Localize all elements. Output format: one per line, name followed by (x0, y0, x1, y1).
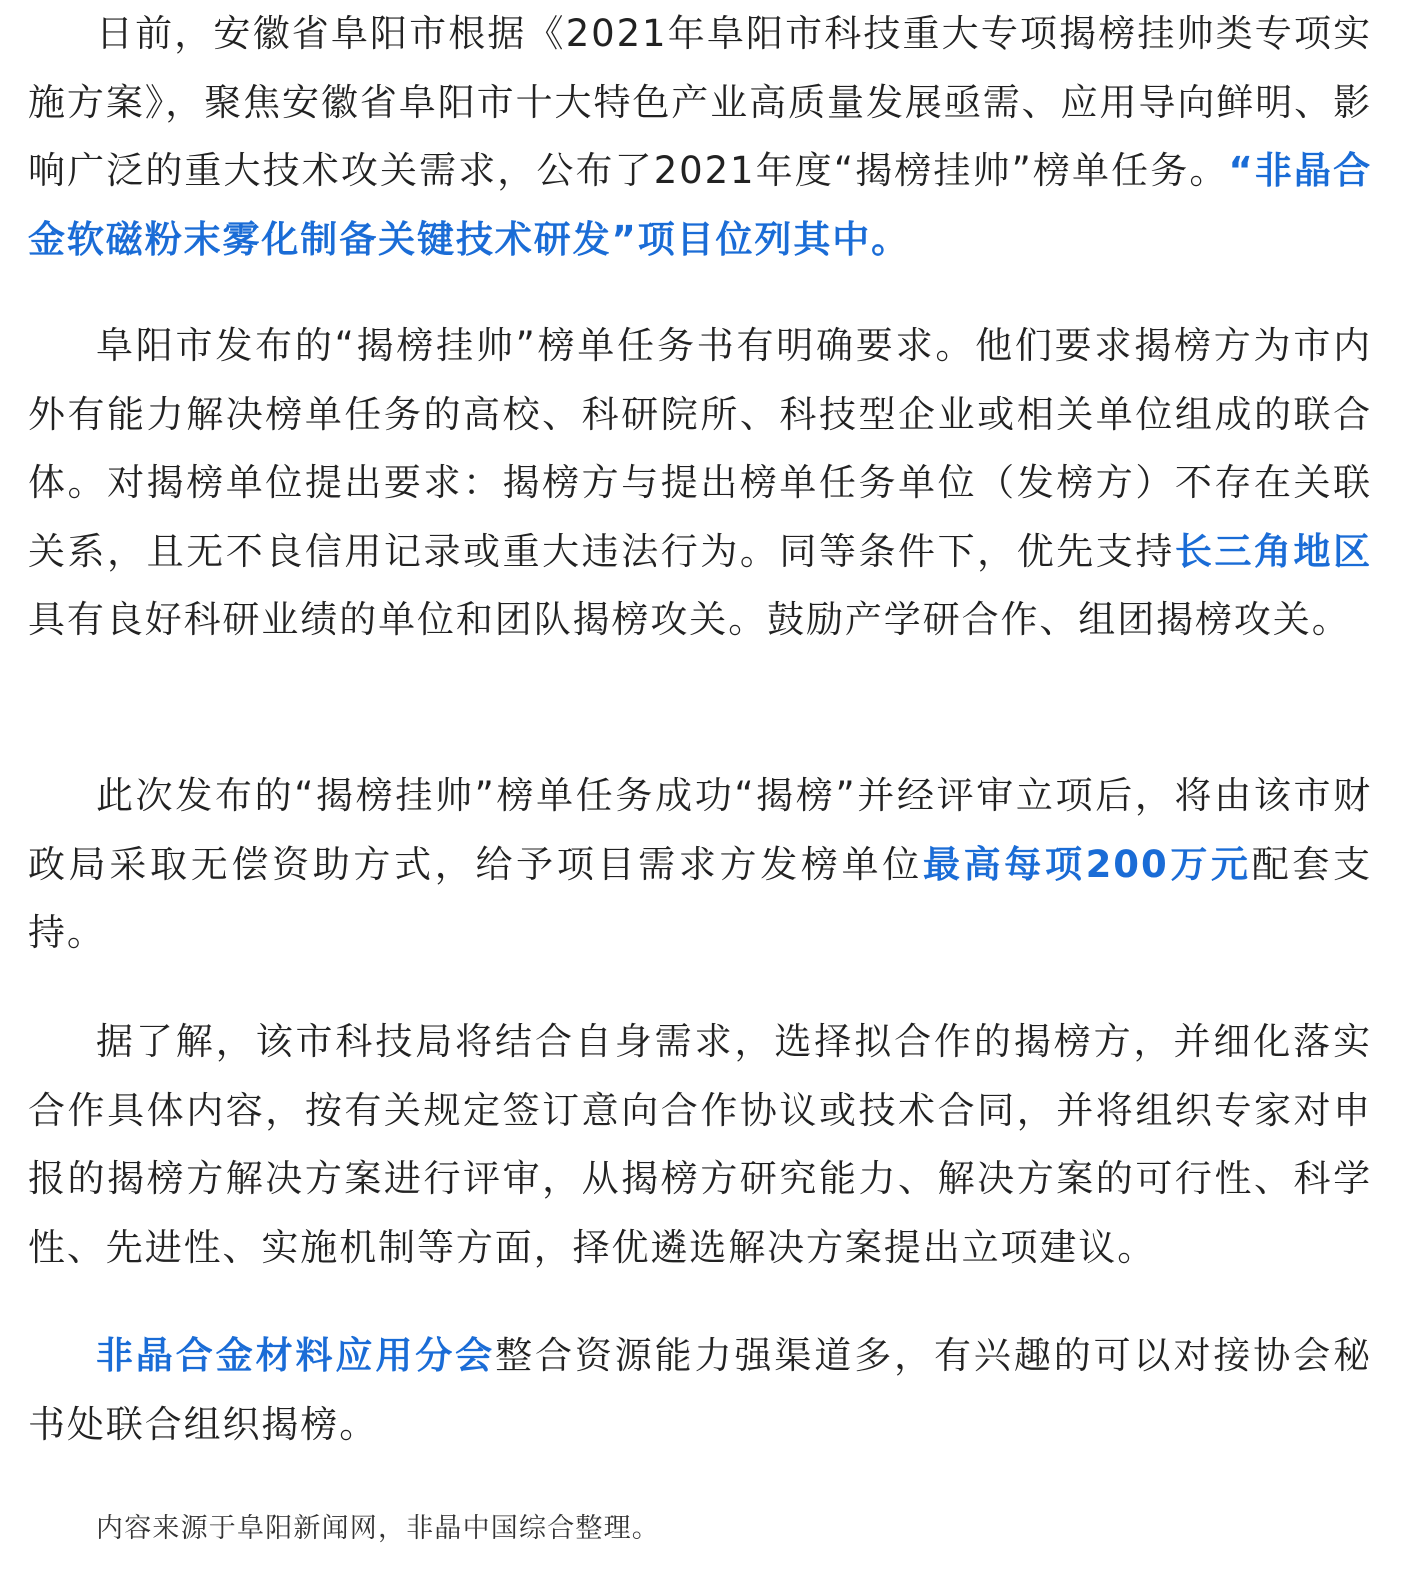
paragraph-text: 具有良好科研业绩的单位和团队揭榜攻关。鼓励产学研合作、组团揭榜攻关。 (28, 598, 1351, 641)
paragraph-text: 此次发布的“揭榜挂帅”榜单任务成功“揭榜”并经评审立项后，将由该市财政局采取无偿资助方式，给予项目需求方发榜单位 (28, 774, 1372, 886)
highlight-funding-amount: 最高每项200万元 (922, 842, 1252, 886)
paragraph-text: 整合资源能力强渠道多，有兴趣的可以对接协会秘书处联合组织揭榜。 (28, 1334, 1372, 1446)
paragraph-text: 阜阳市发布的“揭榜挂帅”榜单任务书有明确要求。他们要求揭榜方为市内外有能力解决榜单任务的高校、科研院所、科技型企业或相关单位组成的联合体。对揭榜单位提出要求：揭榜方与提出榜单任务单位（发榜方）不存在关联关系，且无不良信用记录或重大违法行为。同等条件下，优先支持 (28, 324, 1372, 573)
paragraph-text: 据了解，该市科技局将结合自身需求，选择拟合作的揭榜方，并细化落实合作具体内容，按有关规定签订意向合作协议或技术合同，并将组织专家对申报的揭榜方解决方案进行评审，从揭榜方研究能力、解决方案的可行性、科学性、先进性、实施机制等方面，择优遴选解决方案提出立项建议。 (28, 1020, 1372, 1269)
paragraph-text: 日前，安徽省阜阳市根据《2021年阜阳市科技重大专项揭榜挂帅类专项实施方案》，聚焦安徽省阜阳市十大特色产业高质量发展亟需、应用导向鲜明、影响广泛的重大技术攻关需求，公布了2021年度“揭榜挂帅”榜单任务。 (28, 12, 1372, 192)
paragraph-announcement (28, 0, 1372, 274)
paragraph-requirements (28, 312, 1372, 655)
highlight-project-name: “非晶合金软磁粉末雾化制备关键技术研发”项目位列其中。 (28, 149, 1372, 261)
source-note: 内容来源于阜阳新闻网，非晶中国综合整理。 (96, 1513, 660, 1544)
highlight-region: 长三角地区 (1174, 529, 1372, 573)
paragraph-review-process (28, 1008, 1372, 1282)
paragraph-text: 配套支持。 (28, 842, 1372, 954)
paragraph-funding (28, 762, 1372, 968)
highlight-association-name: 非晶合金材料应用分会 (96, 1334, 496, 1377)
paragraph-association (28, 1322, 1372, 1459)
